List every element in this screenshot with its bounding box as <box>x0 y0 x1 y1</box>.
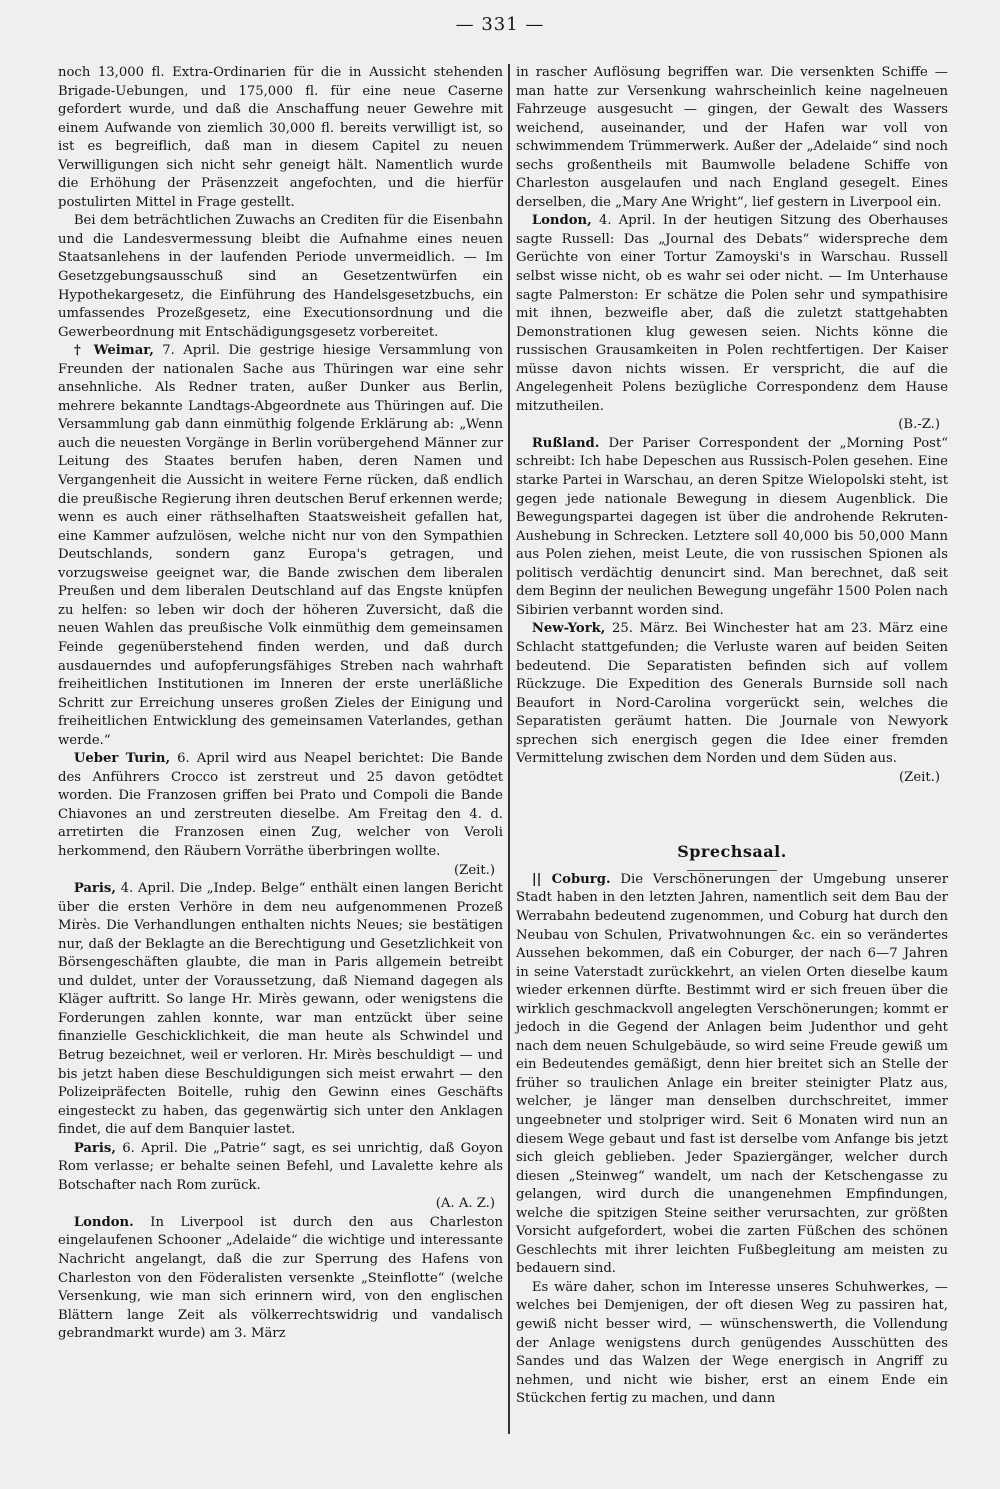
article-paragraph: Bei dem beträchtlichen Zuwachs an Crediten für die Eisenbahn und die Landesvermessung bleibt die Aufnahme eines neuen Staatsanlehens in der laufenden Periode unvermeidlich. — Im Gesetzgebungsausschuß sind an Gesetzentwürfen ein Hypothekargesetz, die Einführung des Handelsgesetzbuchs, ein umfassendes Prozeßgesetz, eine Executionsordnung und die Gewerbeordnung mit Entschädigungsgesetz vorbereitet. <box>58 213 503 340</box>
dateline-place: Paris, <box>73 1140 116 1156</box>
article-text: 7. April. Die gestrige hiesige Versammlung von Freunden der nationalen Sache aus Thüringen war eine sehr ansehnliche. Als Redner traten, außer Dunker aus Berlin, mehrere bekannte Landtags-Abgeordnete aus Thüringen auf. Die Versammlung gab dann einmüthig folgende Erklärung ab: „Wenn auch die neuesten Vorgänge in Berlin vorübergehend Männer zur Leitung des Staates berufen haben, deren Namen und Vergangenheit die Aussicht in weitere Ferne rücken, daß endlich die preußische Regierung ihren deutschen Beruf erkennen werde; wenn es auch einer räthselhaften Staatsweisheit gefallen hat, eine Kammer aufzulösen, welche nicht nur von den Sympathien Deutschlands, sondern ganz Europa's getragen, und vorzugsweise geeignet war, die Bande zwischen dem liberalen Preußen und dem liberalen Deutschland auf das Engste knüpfen zu helfen: so leben wir doch der höheren Zuversicht, daß die neuen Wahlen das preußische Volk einmüthig dem gemeinsamen Feinde gegenüberstehend finden werden, und daß durch ausdauerndes und aufopferungsfähiges Streben nach wahrhaft freiheitlichen Institutionen im Inneren der erste unerläßliche Schritt zur Erreichung unseres großen Zieles der Einigung und freiheitlichen Entwicklung des gemeinsamen Vaterlandes, gethan werde.“ <box>58 343 504 748</box>
dateline-place: Paris, <box>73 881 116 897</box>
section-title: Sprechsaal. <box>677 842 787 862</box>
article-text: Der Pariser Correspondent der „Morning Post“ schreibt: Ich habe Depeschen aus Russisch-Polen gesehen. Eine starke Partei in Warschau, an deren Spitze Wielopolski steht, ist gegen jede nationale Bewegung in diesem Augenblick. Die Bewegungspartei dagegen ist über die androhende Rekruten-Aushebung in Schrecken. Letztere soll 40,000 bis 50,000 Mann aus Polen ziehen, meist Leute, die von russischen Spionen als politisch verdächtig denuncirt sind. Man berechnet, daß seit dem Beginn der neulichen Bewegung ungefähr 1500 Polen nach Sibirien verbannt worden sind. <box>516 435 948 618</box>
news-item-london <box>58 1214 503 1344</box>
dateline-place: || Coburg. <box>531 871 611 887</box>
source-attribution: (Zeit.) <box>899 769 940 785</box>
news-item-new-york <box>516 620 948 787</box>
right-column <box>516 64 948 1409</box>
article-text: 6. April wird aus Neapel berichtet: Die Bande des Anführers Crocco ist zerstreut und 25 davon getödtet worden. Die Franzosen griffen bei Prato und Compoli die Bande Chiavones an und zerstreuten dieselbe. Am Freitag den 4. d. arretirten die Franzosen einen Zug, welcher von Veroli herkommend, den Räubern Vorräthe überbringen wollte. <box>58 751 503 859</box>
article-text: In Liverpool ist durch den aus Charleston eingelaufenen Schooner „Adelaide“ die wichtige und interessante Nachricht angelangt, daß die zur Sperrung des Hafens von Charleston von den Föderalisten versenkte „Steinflotte“ (welche Versenkung, wie man sich erinnern wird, von den englischen Blättern lange Zeit als völkerrechtswidrig und vandalisch gebrandmarkt wurde) am 3. März <box>58 1214 503 1342</box>
left-column <box>58 64 503 1344</box>
news-item-london-2 <box>516 212 948 435</box>
page-number: — 331 — <box>455 14 545 35</box>
news-item-paris <box>58 880 503 1140</box>
article-paragraph: noch 13,000 fl. Extra-Ordinarien für die in Aussicht stehenden Brigade-Uebungen, und 175,000 fl. für eine neue Caserne gefordert wurde, und daß die Anschaffung neuer Gewehre mit einem Aufwande von ziemlich 30,000 fl. bereits verwilligt ist, so ist es begreiflich, daß man in diesem Capitel zu neuen Verwilligungen sich nicht sehr geneigt hält. Namentlich wurde die Erhöhung der Präsenzzeit angefochten, und die hierfür postulirten Mittel in Frage gestellt. <box>58 65 503 210</box>
dateline-place: Ueber Turin, <box>73 751 171 767</box>
dateline-place: London. <box>73 1214 134 1230</box>
source-attribution: (A. A. Z.) <box>435 1196 495 1212</box>
dateline-place: London, <box>531 213 592 229</box>
article-text: Die Verschönerungen der Umgebung unserer Stadt haben in den letzten Jahren, namentlich seit dem Bau der Werrabahn bedeutend zugenommen, und Coburg hat durch den Neubau von Schulen, Privatwohnungen &c. ein so verändertes Aussehen bekommen, daß ein Coburger, der nach 6—7 Jahren in seine Vaterstadt zurückkehrt, an vielen Orten dieselbe kaum wieder erkennen dürfte. Bestimmt wird er sich freuen über die wirklich geschmackvoll angelegten Verschönerungen; kommt er jedoch in die Gegend der Anlagen beim Judenthor und geht nach dem neuen Schulgebäude, so wird seine Freude gewiß um ein Bedeutendes gemäßigt, denn hier breitet sich an Stelle der früher so traulichen Anlage ein breiter steinigter Platz aus, welcher, je länger man denselben durchschreitet, immer ungeebneter und stolpriger wird. Seit 6 Monaten wird nun an diesem Wege gebaut und fast ist derselbe vom Anfange bis jetzt sich gleich geblieben. Jeder Spaziergänger, welcher durch diesen „Steinweg“ wandelt, um nach der Ketschengasse zu gelangen, wird durch die unangenehmen Empfindungen, welche die spitzigen Steine seither verursachten, zur größten Vorsicht aufgefordert, wobei die zarten Füßchen des schönen Geschlechts mit ihrer leichten Fußbegleitung am meisten zu bedauern sind. <box>516 871 948 1277</box>
article-paragraph: Es wäre daher, schon im Interesse unseres Schuhwerkes, — welches bei Demjenigen, der oft diesen Weg zu passiren hat, gewiß nicht besser wird, — wünschenswerth, die Vollendung der Anlage wenigstens durch genügendes Ausschütten des Sandes und das Walzen der Wege energisch in Angriff zu nehmen, und nicht wie bisher, erst an einem Ende ein Stückchen fertig zu machen, und dann <box>516 1279 948 1407</box>
article-paragraph: in rascher Auflösung begriffen war. Die versenkten Schiffe — man hatte zur Versenkung wahrscheinlich keine nagelneuen Fahrzeuge ausgesucht — gingen, der Gewalt des Wassers weichend, auseinander, und der Hafen war voll von schwimmendem Trümmerwerk. Außer der „Adelaide“ sind noch sechs großentheils mit Baumwolle beladene Schiffe von Charleston ausgelaufen und nach England gesegelt. Eines derselben, die „Mary Ane Wright“, lief gestern in Liverpool ein. <box>516 65 948 210</box>
news-item-turin <box>58 750 503 880</box>
news-item-russia <box>516 435 948 620</box>
dateline-place: † Weimar, <box>73 343 154 359</box>
source-attribution: (B.-Z.) <box>898 417 940 433</box>
dateline-place: New-York, <box>531 621 606 637</box>
letter-coburg <box>516 871 948 1279</box>
article-text: 6. April. Die „Patrie“ sagt, es sei unrichtig, daß Goyon Rom verlasse; er behalte seinen Befehl, und Lavalette kehre als Botschafter nach Rom zurück. <box>58 1140 503 1193</box>
article-text: 4. April. Die „Indep. Belge“ enthält einen langen Bericht über die ersten Verhöre in dem neu aufgenommenen Prozeß Mirès. Die Verhandlungen enthalten nichts Neues; sie bestätigen nur, daß der Beklagte an die Berechtigung und Gesetzlichkeit von Börsengeschäften glaubte, die man in Paris allgemein betreibt und duldet, unter der Voraussetzung, daß Niemand dagegen als Kläger auftritt. So lange Hr. Mirès gewann, oder wenigstens die Forderungen zahlen konnte, war man entzückt über seine finanzielle Geschicklichkeit, die man heute als Schwindel und Betrug bezeichnet, weil er verloren. Hr. Mirès beschuldigt — und bis jetzt haben diese Beschuldigungen sich meist erwahrt — den Polizeipräfecten Boitelle, ruhig den Gewinn eines Geschäfts eingesteckt zu haben, das gegenwärtig sich unter den Anklagen findet, die auf dem Banquier lastet. <box>58 881 503 1138</box>
news-item-paris-2 <box>58 1140 503 1214</box>
article-text: 4. April. In der heutigen Sitzung des Oberhauses sagte Russell: Das „Journal des Debats“ widerspreche dem Gerüchte von einer Tortur Zamoyski's in Warschau. Russell selbst wisse nicht, ob es wahr sei oder nicht. — Im Unterhause sagte Palmerston: Er schätze die Polen sehr und sympathisire mit ihnen, bezweifle aber, daß die zuletzt stattgehabten Demonstrationen klug gewesen seien. Nichts könne die russischen Grausamkeiten in Polen rechtfertigen. Der Kaiser müsse davon nichts wissen. Er verspricht, die auf die Angelegenheit Polens bezügliche Correspondenz dem Hause mitzutheilen. <box>516 213 948 414</box>
article-text: 25. März. Bei Winchester hat am 23. März eine Schlacht stattgefunden; die Verluste waren auf beiden Seiten bedeutend. Die Separatisten befinden sich auf vollem Rückzuge. Die Expedition des Generals Burnside soll nach Beaufort in Nord-Carolina vorgerückt sein, welches die Separatisten geräumt hatten. Die Journale von Newyork sprechen sich energisch gegen die Idee einer fremden Vermittelung zwischen dem Norden und dem Süden aus. <box>516 621 948 767</box>
dateline-place: Rußland. <box>531 435 600 451</box>
source-attribution: (Zeit.) <box>454 862 495 878</box>
news-item-weimar <box>58 342 503 750</box>
column-divider <box>508 64 510 1434</box>
